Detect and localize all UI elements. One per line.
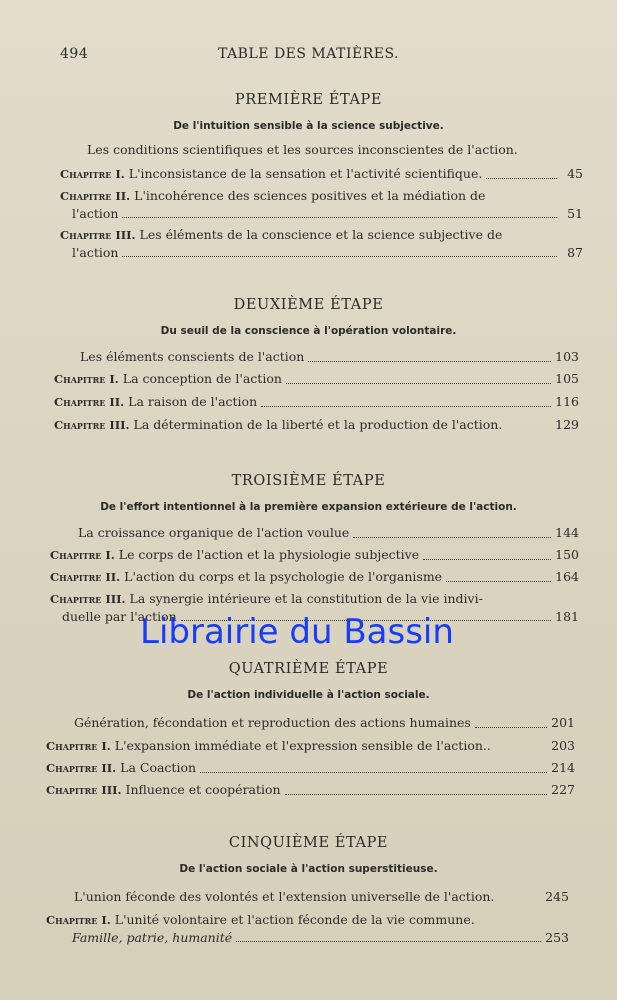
page-ref: 45 (567, 166, 583, 181)
chapter-title: L'inconsistance de la sensation et l'activité scientifique. (128, 166, 483, 181)
chapter-title: L'unité volontaire et l'action féconde de la vie commune. (114, 912, 475, 927)
page-ref: 245 (545, 889, 569, 904)
toc-entry (54, 416, 579, 434)
chapter-title-cont: l'action (72, 206, 119, 221)
section-subtitle: De l'effort intentionnel à la première expansion extérieure de l'action. (100, 501, 517, 513)
toc-entry (78, 524, 579, 542)
section-subtitle: Du seuil de la conscience à l'opération volontaire. (160, 325, 457, 337)
dot-leader (446, 581, 551, 582)
dot-leader (353, 537, 551, 538)
chapter-label: Chapitre III. (46, 783, 122, 797)
page-ref: 51 (567, 206, 583, 221)
page-header (60, 46, 557, 66)
section-title: TROISIÈME ÉTAPE (231, 473, 386, 489)
chapter-label: Chapitre I. (60, 167, 125, 181)
section-subtitle: De l'action sociale à l'action superstitieuse. (179, 863, 438, 875)
page-ref: 253 (545, 930, 569, 945)
chapter-label: Chapitre I. (46, 739, 111, 753)
page-ref: 164 (555, 569, 579, 584)
chapter-title: L'action du corps et la psychologie de l'organisme (124, 569, 443, 584)
chapter-label: Chapitre I. (50, 548, 115, 562)
section-premiere-etape (0, 89, 617, 261)
toc-entry (50, 568, 579, 586)
section-cinquieme-etape (0, 832, 617, 946)
toc-entry (46, 737, 575, 755)
section-title: PREMIÈRE ÉTAPE (234, 92, 383, 108)
section-intro: Les éléments conscients de l'action (80, 349, 305, 364)
page-ref: 129 (555, 417, 579, 432)
toc-entry (74, 888, 569, 906)
page-number: 494 (60, 46, 89, 62)
section-subtitle: De l'intuition sensible à la science subjective. (173, 120, 444, 132)
section-troisieme-etape (0, 470, 617, 625)
dot-leader (285, 794, 548, 795)
toc-entry (54, 370, 579, 388)
chapter-title: Le corps de l'action et la physiologie subjective (118, 547, 420, 562)
chapter-title: Les éléments de la conscience et la science subjective de (139, 227, 503, 242)
dot-leader (286, 383, 551, 384)
page-ref: 144 (555, 525, 579, 540)
chapter-label: Chapitre II. (46, 761, 117, 775)
watermark-text: Librairie du Bassin (140, 612, 454, 652)
page-ref: 181 (555, 609, 579, 624)
chapter-title-cont: Famille, patrie, humanité (72, 930, 233, 945)
section-intro: Génération, fécondation et reproduction des actions humaines (74, 715, 471, 730)
page-ref: 150 (555, 547, 579, 562)
dot-leader (261, 406, 551, 407)
chapter-title: L'expansion immédiate et l'expression sensible de l'action.. (114, 738, 491, 753)
page-ref: 214 (551, 760, 575, 775)
chapter-title: La conception de l'action (122, 371, 282, 386)
toc-entry (60, 187, 583, 222)
toc-entry (54, 393, 579, 411)
section-intro: Les conditions scientifiques et les sources inconscientes de l'action. (87, 142, 518, 157)
dot-leader (423, 559, 551, 560)
toc-entry (46, 759, 575, 777)
chapter-label: Chapitre II. (54, 395, 125, 409)
chapter-label: Chapitre III. (54, 418, 130, 432)
chapter-title: La détermination de la liberté et la production de l'action. (133, 417, 503, 432)
chapter-title: La synergie intérieure et la constitution de la vie indivi- (129, 591, 483, 606)
toc-entry (80, 348, 579, 366)
chapter-label: Chapitre III. (50, 592, 126, 606)
chapter-title: L'incohérence des sciences positives et la médiation de (134, 188, 486, 203)
dot-leader (236, 941, 541, 942)
dot-leader (122, 256, 557, 257)
dot-leader (308, 361, 551, 362)
section-deuxieme-etape (0, 294, 617, 434)
section-intro: L'union féconde des volontés et l'extension universelle de l'action. (74, 889, 495, 904)
page-ref: 116 (555, 394, 579, 409)
page-ref: 203 (551, 738, 575, 753)
page-ref: 103 (555, 349, 579, 364)
toc-entry (50, 546, 579, 564)
toc-entry (60, 226, 583, 261)
dot-leader (475, 727, 547, 728)
toc-entry (46, 781, 575, 799)
chapter-title: La Coaction (120, 760, 197, 775)
running-title: TABLE DES MATIÈRES. (218, 46, 399, 62)
dot-leader (486, 178, 557, 179)
section-quatrieme-etape (0, 658, 617, 799)
page-ref: 227 (551, 782, 575, 797)
page-ref: 105 (555, 371, 579, 386)
toc-entry (74, 714, 575, 732)
toc-entry (60, 165, 583, 183)
page-ref: 201 (551, 715, 575, 730)
chapter-label: Chapitre II. (60, 189, 131, 203)
section-title: DEUXIÈME ÉTAPE (233, 297, 384, 313)
chapter-title-cont: duelle par l'action (62, 609, 177, 624)
chapter-label: Chapitre I. (46, 913, 111, 927)
page-ref: 87 (567, 245, 583, 260)
dot-leader (122, 217, 557, 218)
chapter-label: Chapitre II. (50, 570, 121, 584)
section-subtitle: De l'action individuelle à l'action sociale. (187, 689, 430, 701)
dot-leader (200, 772, 547, 773)
section-intro: La croissance organique de l'action voulue (78, 525, 350, 540)
chapter-title-cont: l'action (72, 245, 119, 260)
section-title: CINQUIÈME ÉTAPE (228, 835, 389, 851)
section-title: QUATRIÈME ÉTAPE (228, 661, 389, 677)
chapter-title: La raison de l'action (128, 394, 258, 409)
chapter-label: Chapitre III. (60, 228, 136, 242)
toc-entry (46, 911, 569, 946)
chapter-title: Influence et coopération (125, 782, 281, 797)
chapter-label: Chapitre I. (54, 372, 119, 386)
